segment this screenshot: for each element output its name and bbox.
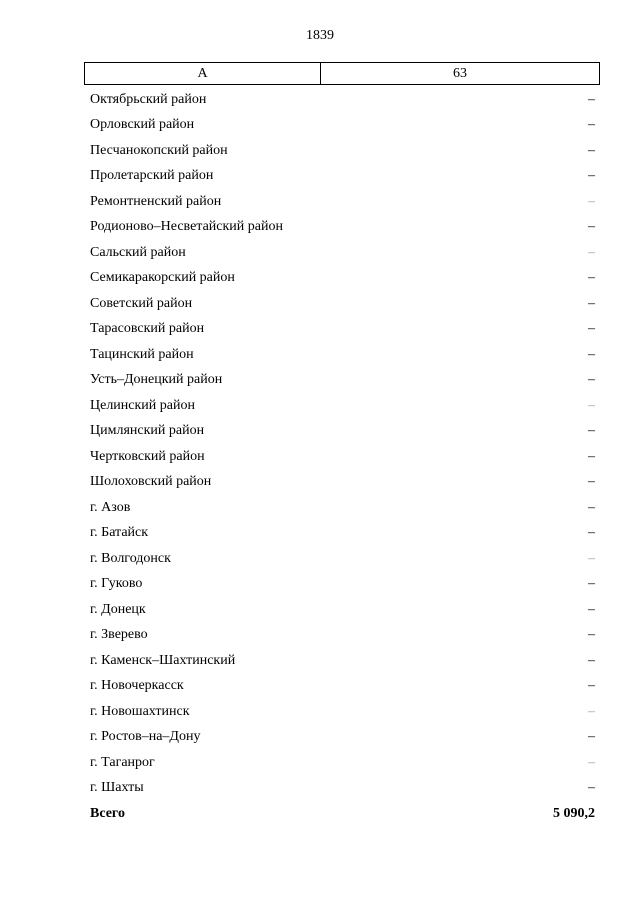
table-row <box>84 776 600 802</box>
table-row <box>84 674 600 700</box>
total-label: Всего <box>90 805 125 821</box>
row-name: Песчанокопский район <box>90 142 228 158</box>
row-value: – <box>588 550 595 566</box>
table-row <box>84 291 600 317</box>
row-value: – <box>588 142 595 158</box>
row-value: – <box>588 372 595 388</box>
row-value: – <box>588 193 595 209</box>
table-row <box>84 113 600 139</box>
row-value: – <box>588 474 595 490</box>
row-name: г. Новошахтинск <box>90 703 190 719</box>
table-row <box>84 215 600 241</box>
row-name: Сальский район <box>90 244 186 260</box>
row-value: – <box>588 295 595 311</box>
table-row <box>84 189 600 215</box>
row-value: – <box>588 627 595 643</box>
row-name: Тарасовский район <box>90 321 205 337</box>
row-value: – <box>588 321 595 337</box>
row-name: г. Волгодонск <box>90 550 171 566</box>
row-value: – <box>588 729 595 745</box>
row-name: г. Шахты <box>90 780 144 796</box>
row-name: Целинский район <box>90 397 195 413</box>
table-row <box>84 317 600 343</box>
row-name: Семикаракорский район <box>90 270 235 286</box>
table-row <box>84 240 600 266</box>
row-name: Пролетарский район <box>90 168 214 184</box>
total-value: 5 090,2 <box>553 805 595 821</box>
row-value: – <box>588 703 595 719</box>
row-value: – <box>588 219 595 235</box>
table-row <box>84 546 600 572</box>
row-name: г. Донецк <box>90 601 146 617</box>
table-row <box>84 597 600 623</box>
row-name: г. Батайск <box>90 525 149 541</box>
row-value: – <box>588 423 595 439</box>
table-row <box>84 750 600 776</box>
row-name: Родионово–Несветайский район <box>90 219 283 235</box>
row-name: Усть–Донецкий район <box>90 372 223 388</box>
table-row <box>84 521 600 547</box>
row-name: г. Зверево <box>90 627 148 643</box>
row-value: – <box>588 652 595 668</box>
row-name: Советский район <box>90 295 193 311</box>
table-row <box>84 572 600 598</box>
row-name: г. Новочеркасск <box>90 678 184 694</box>
row-name: г. Таганрог <box>90 754 155 770</box>
row-value: – <box>588 91 595 107</box>
table-row <box>84 368 600 394</box>
row-value: – <box>588 168 595 184</box>
row-name: г. Ростов–на–Дону <box>90 729 201 745</box>
row-value: – <box>588 780 595 796</box>
header-cell-a: А <box>85 63 321 84</box>
row-name: Шолоховский район <box>90 474 212 490</box>
table-row <box>84 393 600 419</box>
row-name: г. Азов <box>90 499 131 515</box>
row-value: – <box>588 678 595 694</box>
row-value: – <box>588 525 595 541</box>
table-row <box>84 725 600 751</box>
table-row <box>84 164 600 190</box>
row-value: – <box>588 244 595 260</box>
row-name: г. Каменск–Шахтинский <box>90 652 236 668</box>
row-name: Тацинский район <box>90 346 194 362</box>
row-value: – <box>588 117 595 133</box>
header-cell-63: 63 <box>453 65 467 81</box>
table-row <box>84 419 600 445</box>
row-name: Цимлянский район <box>90 423 205 439</box>
row-name: Октябрьский район <box>90 91 207 107</box>
row-value: – <box>588 499 595 515</box>
row-value: – <box>588 448 595 464</box>
table-header <box>84 62 600 85</box>
row-name: Чертковский район <box>90 448 205 464</box>
row-name: Ремонтненский район <box>90 193 222 209</box>
row-name: г. Гуково <box>90 576 143 592</box>
table-row <box>84 138 600 164</box>
row-value: – <box>588 397 595 413</box>
table-row <box>84 444 600 470</box>
row-value: – <box>588 346 595 362</box>
table-body <box>84 87 600 827</box>
table-row <box>84 87 600 113</box>
table-row <box>84 470 600 496</box>
table-row <box>84 266 600 292</box>
row-name: Орловский район <box>90 117 195 133</box>
table-row <box>84 699 600 725</box>
table-row <box>84 342 600 368</box>
table-row <box>84 623 600 649</box>
row-value: – <box>588 601 595 617</box>
row-value: – <box>588 576 595 592</box>
page-number: 1839 <box>306 28 334 43</box>
table-row <box>84 495 600 521</box>
row-value: – <box>588 754 595 770</box>
total-row <box>84 801 600 827</box>
row-value: – <box>588 270 595 286</box>
table-row <box>84 648 600 674</box>
